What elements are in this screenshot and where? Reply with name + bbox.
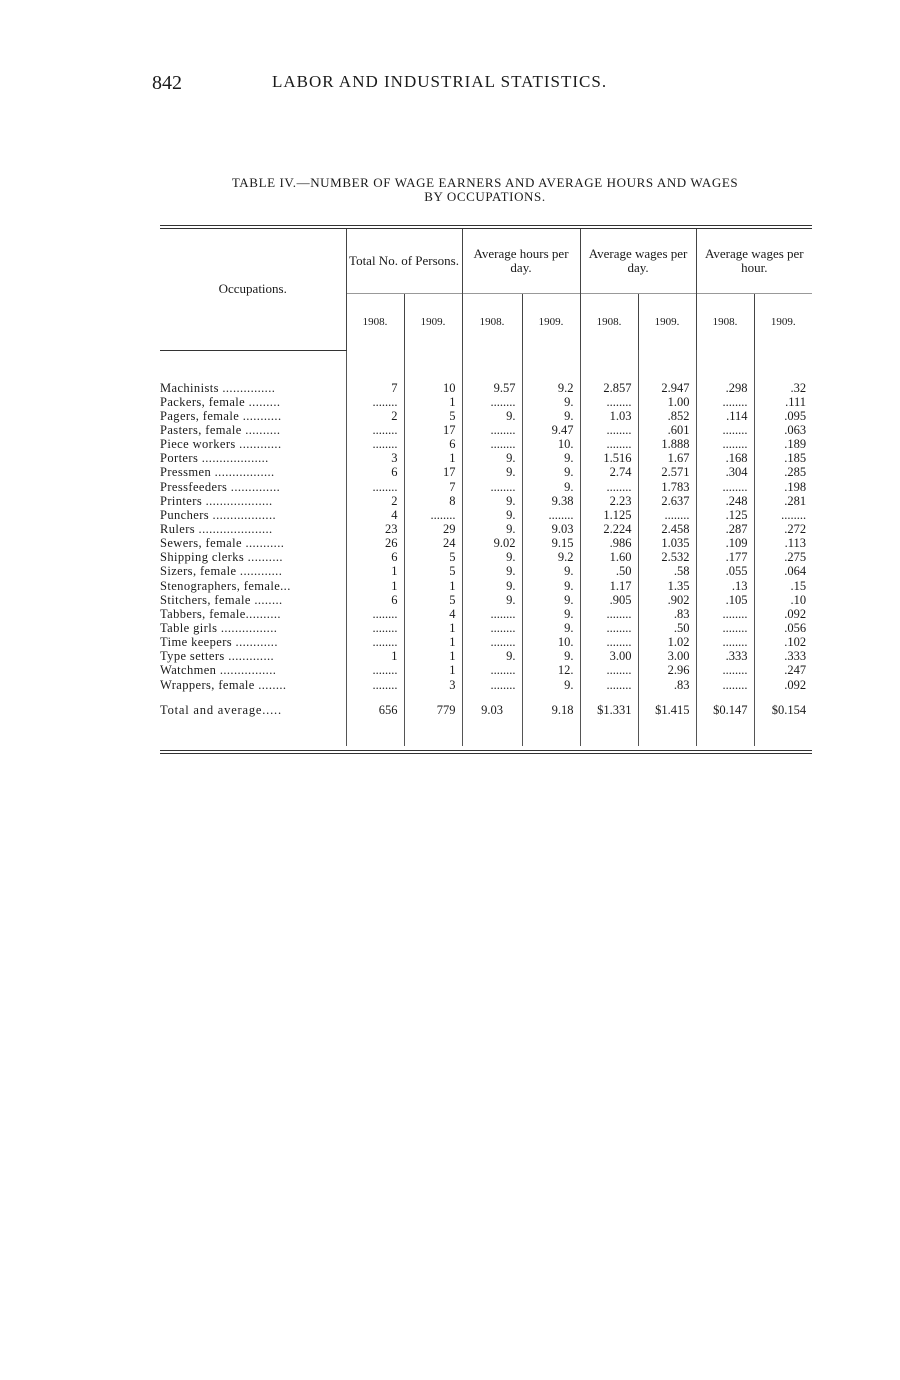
value-cell: 4 [404, 607, 462, 621]
group-header-row [160, 229, 812, 294]
value-cell: ........ [580, 621, 638, 635]
value-cell: 9.2 [522, 381, 580, 395]
value-cell: 9. [462, 550, 522, 564]
value-cell: 9.15 [522, 536, 580, 550]
table-row [160, 550, 812, 564]
value-cell: ........ [522, 508, 580, 522]
value-cell: 29 [404, 522, 462, 536]
avg-wages-day-header: Average wages per day. [580, 229, 696, 294]
total-persons-header: Total No. of Persons. [346, 229, 462, 294]
value-cell: 9.57 [462, 381, 522, 395]
total-cell: 9.18 [522, 692, 580, 724]
table-row [160, 423, 812, 437]
table-title-line-2: BY OCCUPATIONS. [424, 189, 546, 204]
value-cell: ........ [404, 508, 462, 522]
value-cell: 6 [346, 550, 404, 564]
table-title [150, 176, 820, 204]
value-cell: .285 [754, 465, 812, 479]
avg-wages-hour-header: Average wages per hour. [696, 229, 812, 294]
value-cell: ........ [580, 437, 638, 451]
value-cell: 9. [462, 564, 522, 578]
table-row [160, 494, 812, 508]
value-cell: 24 [404, 536, 462, 550]
value-cell: .198 [754, 479, 812, 493]
value-cell: .601 [638, 423, 696, 437]
occupation-cell: Sewers, female ........... [160, 536, 285, 551]
value-cell: 12. [522, 663, 580, 677]
value-cell: .168 [696, 451, 754, 465]
running-head: LABOR AND INDUSTRIAL STATISTICS. [272, 72, 608, 91]
value-cell: ........ [696, 677, 754, 691]
value-cell: .333 [754, 649, 812, 663]
value-cell: 9. [522, 578, 580, 592]
value-cell: .50 [638, 621, 696, 635]
value-cell: 4 [346, 508, 404, 522]
value-cell: 17 [404, 423, 462, 437]
table-row [160, 522, 812, 536]
table-row [160, 635, 812, 649]
value-cell: ........ [580, 663, 638, 677]
occupation-cell: Pressfeeders .............. [160, 479, 281, 494]
total-cell: 656 [346, 692, 404, 724]
occupation-cell: Piece workers ............ [160, 437, 282, 452]
value-cell: ........ [580, 607, 638, 621]
total-cell: $0.154 [754, 692, 812, 724]
year-header: 1909. [404, 294, 462, 351]
value-cell: 1.67 [638, 451, 696, 465]
value-cell: ........ [462, 395, 522, 409]
value-cell: ........ [696, 663, 754, 677]
value-cell: 2.857 [580, 381, 638, 395]
value-cell: 2.224 [580, 522, 638, 536]
value-cell: 1 [404, 621, 462, 635]
value-cell: .095 [754, 409, 812, 423]
occupation-cell: Stitchers, female ........ [160, 592, 283, 607]
value-cell: .281 [754, 494, 812, 508]
value-cell: ........ [346, 395, 404, 409]
total-cell: 9.03 [462, 692, 522, 724]
value-cell: 2.23 [580, 494, 638, 508]
value-cell: 9. [462, 465, 522, 479]
value-cell: ........ [754, 508, 812, 522]
value-cell: .32 [754, 381, 812, 395]
year-header: 1908. [580, 294, 638, 351]
occupation-cell: Rulers ..................... [160, 521, 273, 536]
total-cell: $1.331 [580, 692, 638, 724]
value-cell: 8 [404, 494, 462, 508]
value-cell: .304 [696, 465, 754, 479]
tail-row [160, 724, 812, 746]
value-cell: 6 [404, 437, 462, 451]
value-cell: .852 [638, 409, 696, 423]
value-cell: 9. [522, 409, 580, 423]
value-cell: ........ [696, 395, 754, 409]
value-cell: .114 [696, 409, 754, 423]
value-cell: 1.17 [580, 578, 638, 592]
value-cell: 9. [462, 451, 522, 465]
value-cell: .113 [754, 536, 812, 550]
value-cell: ........ [462, 437, 522, 451]
value-cell: 1.125 [580, 508, 638, 522]
value-cell: 2.458 [638, 522, 696, 536]
value-cell: ........ [696, 607, 754, 621]
occupation-cell: Machinists ............... [160, 380, 276, 395]
avg-hours-header: Average hours per day. [462, 229, 580, 294]
value-cell: .333 [696, 649, 754, 663]
occupation-cell: Tabbers, female.......... [160, 606, 281, 621]
value-cell: .102 [754, 635, 812, 649]
value-cell: 9. [522, 593, 580, 607]
value-cell: 9. [522, 564, 580, 578]
table-row [160, 536, 812, 550]
value-cell: ........ [346, 607, 404, 621]
value-cell: .248 [696, 494, 754, 508]
occupation-cell: Sizers, female ............ [160, 564, 283, 579]
value-cell: ........ [580, 677, 638, 691]
value-cell: .063 [754, 423, 812, 437]
value-cell: 1.35 [638, 578, 696, 592]
value-cell: .287 [696, 522, 754, 536]
total-label: Total and average..... [160, 703, 282, 718]
value-cell: 1.516 [580, 451, 638, 465]
value-cell: 9. [522, 677, 580, 691]
table-body [160, 381, 812, 692]
year-header: 1908. [346, 294, 404, 351]
total-row [160, 692, 812, 724]
value-cell: ........ [580, 423, 638, 437]
value-cell: 9. [522, 451, 580, 465]
year-header: 1909. [522, 294, 580, 351]
occupation-cell: Pagers, female ........... [160, 408, 282, 423]
value-cell: ........ [580, 395, 638, 409]
value-cell: ........ [580, 635, 638, 649]
value-cell: 5 [404, 564, 462, 578]
bottom-rule [160, 750, 812, 754]
value-cell: 1 [404, 663, 462, 677]
value-cell: .275 [754, 550, 812, 564]
table-row [160, 663, 812, 677]
value-cell: 1 [346, 578, 404, 592]
value-cell: 2.947 [638, 381, 696, 395]
occupation-cell: Printers ................... [160, 493, 273, 508]
value-cell: ........ [346, 423, 404, 437]
value-cell: 3.00 [580, 649, 638, 663]
table-row [160, 451, 812, 465]
value-cell: .056 [754, 621, 812, 635]
value-cell: 17 [404, 465, 462, 479]
occupation-cell: Pasters, female .......... [160, 422, 281, 437]
table-row [160, 649, 812, 663]
value-cell: 3.00 [638, 649, 696, 663]
total-cell: $1.415 [638, 692, 696, 724]
value-cell: ........ [346, 663, 404, 677]
value-cell: .902 [638, 593, 696, 607]
value-cell: .986 [580, 536, 638, 550]
value-cell: .055 [696, 564, 754, 578]
occupation-cell: Packers, female ......... [160, 394, 281, 409]
table-row [160, 465, 812, 479]
value-cell: ........ [346, 677, 404, 691]
value-cell: 6 [346, 465, 404, 479]
value-cell: 1.00 [638, 395, 696, 409]
value-cell: 9.03 [522, 522, 580, 536]
value-cell: 9. [522, 479, 580, 493]
occupation-cell: Type setters ............. [160, 649, 275, 664]
value-cell: 9. [462, 522, 522, 536]
value-cell: .83 [638, 607, 696, 621]
value-cell: 6 [346, 593, 404, 607]
value-cell: 9. [462, 649, 522, 663]
value-cell: 1.035 [638, 536, 696, 550]
table-row [160, 578, 812, 592]
value-cell: ........ [638, 508, 696, 522]
value-cell: 9. [462, 593, 522, 607]
table-row [160, 564, 812, 578]
value-cell: 5 [404, 593, 462, 607]
value-cell: 5 [404, 409, 462, 423]
occupation-cell: Pressmen ................. [160, 465, 275, 480]
value-cell: 9.02 [462, 536, 522, 550]
value-cell: .189 [754, 437, 812, 451]
value-cell: ........ [462, 607, 522, 621]
occupation-cell: Wrappers, female ........ [160, 677, 287, 692]
value-cell: 5 [404, 550, 462, 564]
total-cell: $0.147 [696, 692, 754, 724]
value-cell: 2.532 [638, 550, 696, 564]
value-cell: 9.47 [522, 423, 580, 437]
table-row [160, 593, 812, 607]
value-cell: .092 [754, 607, 812, 621]
value-cell: ........ [346, 437, 404, 451]
occupation-cell: Watchmen ................ [160, 663, 277, 678]
value-cell: 9. [462, 508, 522, 522]
value-cell: 1 [404, 395, 462, 409]
value-cell: 2.96 [638, 663, 696, 677]
table-title-line-1: TABLE IV.—NUMBER OF WAGE EARNERS AND AVERAGE HOURS AND WAGES [231, 175, 739, 190]
value-cell: ........ [696, 621, 754, 635]
occupation-cell: Stenographers, female... [160, 578, 291, 593]
value-cell: .15 [754, 578, 812, 592]
value-cell: 2.637 [638, 494, 696, 508]
occupation-cell: Shipping clerks .......... [160, 550, 283, 565]
wage-table [160, 229, 812, 746]
value-cell: ........ [462, 479, 522, 493]
value-cell: 1 [404, 635, 462, 649]
value-cell: .109 [696, 536, 754, 550]
value-cell: 1 [404, 451, 462, 465]
value-cell: 9. [522, 395, 580, 409]
value-cell: .272 [754, 522, 812, 536]
value-cell: 9. [462, 494, 522, 508]
table-row [160, 607, 812, 621]
table-row [160, 677, 812, 691]
page-header [152, 72, 712, 102]
value-cell: 2 [346, 409, 404, 423]
value-cell: 10. [522, 635, 580, 649]
value-cell: 7 [346, 381, 404, 395]
value-cell: ........ [696, 635, 754, 649]
value-cell: 7 [404, 479, 462, 493]
year-header: 1909. [638, 294, 696, 351]
value-cell: 2.571 [638, 465, 696, 479]
table-row [160, 621, 812, 635]
value-cell: 9.2 [522, 550, 580, 564]
occupation-cell: Time keepers ............ [160, 635, 278, 650]
value-cell: .10 [754, 593, 812, 607]
value-cell: .092 [754, 677, 812, 691]
value-cell: .905 [580, 593, 638, 607]
occupations-header: Occupations. [160, 229, 346, 350]
value-cell: 9. [522, 649, 580, 663]
value-cell: 1.888 [638, 437, 696, 451]
year-header: 1908. [696, 294, 754, 351]
occupation-cell: Table girls ................ [160, 620, 278, 635]
value-cell: 2.74 [580, 465, 638, 479]
value-cell: 1.03 [580, 409, 638, 423]
value-cell: 1 [404, 649, 462, 663]
table-row [160, 395, 812, 409]
value-cell: ........ [696, 423, 754, 437]
value-cell: ........ [462, 621, 522, 635]
table-row [160, 508, 812, 522]
value-cell: 9. [522, 621, 580, 635]
table-row [160, 381, 812, 395]
value-cell: .83 [638, 677, 696, 691]
wage-table-container [160, 225, 812, 754]
value-cell: 9. [462, 578, 522, 592]
value-cell: 1.60 [580, 550, 638, 564]
value-cell: .105 [696, 593, 754, 607]
value-cell: ........ [346, 479, 404, 493]
value-cell: .111 [754, 395, 812, 409]
occupation-cell: Punchers .................. [160, 507, 277, 522]
table-row [160, 479, 812, 493]
value-cell: 10 [404, 381, 462, 395]
value-cell: .247 [754, 663, 812, 677]
value-cell: ........ [346, 621, 404, 635]
value-cell: .58 [638, 564, 696, 578]
value-cell: 3 [404, 677, 462, 691]
occupation-cell: Porters ................... [160, 451, 269, 466]
value-cell: .064 [754, 564, 812, 578]
table-row [160, 409, 812, 423]
value-cell: 1.02 [638, 635, 696, 649]
value-cell: .185 [754, 451, 812, 465]
year-header: 1909. [754, 294, 812, 351]
value-cell: ........ [346, 635, 404, 649]
value-cell: 10. [522, 437, 580, 451]
value-cell: 1 [404, 578, 462, 592]
value-cell: 9.38 [522, 494, 580, 508]
year-header: 1908. [462, 294, 522, 351]
table-row [160, 437, 812, 451]
value-cell: ........ [696, 479, 754, 493]
value-cell: 2 [346, 494, 404, 508]
value-cell: .298 [696, 381, 754, 395]
value-cell: 1 [346, 564, 404, 578]
value-cell: ........ [462, 663, 522, 677]
spacer-row [160, 350, 812, 381]
total-cell: 779 [404, 692, 462, 724]
value-cell: .177 [696, 550, 754, 564]
value-cell: .13 [696, 578, 754, 592]
value-cell: 1.783 [638, 479, 696, 493]
value-cell: 9. [462, 409, 522, 423]
value-cell: .125 [696, 508, 754, 522]
value-cell: ........ [462, 635, 522, 649]
value-cell: ........ [462, 677, 522, 691]
page-number: 842 [152, 72, 182, 94]
value-cell: ........ [696, 437, 754, 451]
value-cell: 1 [346, 649, 404, 663]
value-cell: .50 [580, 564, 638, 578]
value-cell: ........ [580, 479, 638, 493]
value-cell: ........ [462, 423, 522, 437]
value-cell: 9. [522, 465, 580, 479]
value-cell: 26 [346, 536, 404, 550]
value-cell: 23 [346, 522, 404, 536]
value-cell: 3 [346, 451, 404, 465]
value-cell: 9. [522, 607, 580, 621]
